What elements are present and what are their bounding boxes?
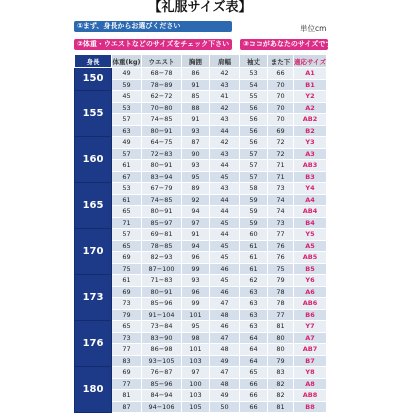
weight-cell: 69 xyxy=(112,252,142,264)
sleeve-cell: 61 xyxy=(240,240,268,252)
height-cell: 150 xyxy=(75,68,112,91)
shoulder-cell: 50 xyxy=(210,401,240,413)
size-cell: A8 xyxy=(294,378,327,390)
chest-cell: 103 xyxy=(182,390,210,402)
shoulder-cell: 43 xyxy=(210,148,240,160)
shoulder-cell: 45 xyxy=(210,252,240,264)
sleeve-cell: 63 xyxy=(240,309,268,321)
sleeve-cell: 63 xyxy=(240,321,268,333)
shoulder-cell: 44 xyxy=(210,125,240,137)
sleeve-cell: 56 xyxy=(240,102,268,114)
chest-cell: 87 xyxy=(182,137,210,149)
waist-cell: 80−91 xyxy=(142,206,182,218)
inseam-cell: 77 xyxy=(268,229,294,241)
chest-cell: 90 xyxy=(182,148,210,160)
inseam-cell: 74 xyxy=(268,206,294,218)
inseam-cell: 70 xyxy=(268,91,294,103)
size-cell: B2 xyxy=(294,125,327,137)
waist-cell: 91−104 xyxy=(142,309,182,321)
chest-cell: 91 xyxy=(182,79,210,91)
chest-cell: 91 xyxy=(182,114,210,126)
sleeve-cell: 55 xyxy=(240,91,268,103)
sleeve-cell: 66 xyxy=(240,390,268,402)
height-cell: 173 xyxy=(75,275,112,321)
table-row xyxy=(75,378,327,390)
size-cell: Y4 xyxy=(294,183,327,195)
weight-cell: 81 xyxy=(112,390,142,402)
table-row xyxy=(75,401,327,413)
chest-cell: 94 xyxy=(182,206,210,218)
sleeve-cell: 57 xyxy=(240,171,268,183)
table-row xyxy=(75,206,327,218)
sleeve-cell: 61 xyxy=(240,263,268,275)
chest-cell: 98 xyxy=(182,332,210,344)
size-cell: A2 xyxy=(294,102,327,114)
table-row xyxy=(75,263,327,275)
weight-cell: 65 xyxy=(112,206,142,218)
table-row xyxy=(75,321,327,333)
weight-cell: 73 xyxy=(112,332,142,344)
table-row xyxy=(75,171,327,183)
sleeve-cell: 56 xyxy=(240,125,268,137)
inseam-cell: 82 xyxy=(268,378,294,390)
weight-cell: 53 xyxy=(112,183,142,195)
table-row xyxy=(75,229,327,241)
sleeve-cell: 64 xyxy=(240,355,268,367)
waist-cell: 80−91 xyxy=(142,125,182,137)
size-cell: A6 xyxy=(294,286,327,298)
weight-cell: 83 xyxy=(112,355,142,367)
size-cell: AB2 xyxy=(294,114,327,126)
header-size: 適応サイズ xyxy=(294,55,327,68)
height-cell: 180 xyxy=(75,367,112,413)
sleeve-cell: 56 xyxy=(240,137,268,149)
weight-cell: 63 xyxy=(112,125,142,137)
chest-cell: 97 xyxy=(182,217,210,229)
size-cell: B1 xyxy=(294,79,327,91)
waist-cell: 71−83 xyxy=(142,275,182,287)
shoulder-cell: 44 xyxy=(210,160,240,172)
waist-cell: 76−87 xyxy=(142,367,182,379)
header-inseam: また下 xyxy=(268,55,294,68)
inseam-cell: 73 xyxy=(268,183,294,195)
sleeve-cell: 61 xyxy=(240,252,268,264)
size-cell: Y3 xyxy=(294,137,327,149)
shoulder-cell: 45 xyxy=(210,171,240,183)
shoulder-cell: 42 xyxy=(210,102,240,114)
table-row xyxy=(75,309,327,321)
shoulder-cell: 43 xyxy=(210,183,240,195)
chest-cell: 93 xyxy=(182,275,210,287)
shoulder-cell: 44 xyxy=(210,194,240,206)
size-cell: Y8 xyxy=(294,367,327,379)
chest-cell: 96 xyxy=(182,252,210,264)
sleeve-cell: 65 xyxy=(240,367,268,379)
shoulder-cell: 45 xyxy=(210,240,240,252)
size-cell: B3 xyxy=(294,171,327,183)
chest-cell: 85 xyxy=(182,91,210,103)
shoulder-cell: 49 xyxy=(210,355,240,367)
chest-cell: 97 xyxy=(182,367,210,379)
chest-cell: 105 xyxy=(182,401,210,413)
chest-cell: 100 xyxy=(182,378,210,390)
chest-cell: 95 xyxy=(182,171,210,183)
waist-cell: 85−97 xyxy=(142,217,182,229)
table-row xyxy=(75,286,327,298)
height-cell: 176 xyxy=(75,321,112,367)
weight-cell: 61 xyxy=(112,275,142,287)
header-height: 身長 xyxy=(75,55,112,68)
header-chest: 胸囲 xyxy=(182,55,210,68)
size-cell: A3 xyxy=(294,148,327,160)
inseam-cell: 80 xyxy=(268,344,294,356)
page-title: 【礼服サイズ表】 xyxy=(148,0,252,15)
chest-cell: 94 xyxy=(182,240,210,252)
waist-cell: 82−93 xyxy=(142,252,182,264)
sleeve-cell: 57 xyxy=(240,160,268,172)
height-cell: 160 xyxy=(75,137,112,183)
inseam-cell: 83 xyxy=(268,367,294,379)
table-row xyxy=(75,298,327,310)
weight-cell: 73 xyxy=(112,298,142,310)
table-row xyxy=(75,332,327,344)
weight-cell: 57 xyxy=(112,148,142,160)
shoulder-cell: 48 xyxy=(210,309,240,321)
inseam-cell: 81 xyxy=(268,401,294,413)
size-cell: B5 xyxy=(294,263,327,275)
table-row xyxy=(75,148,327,160)
weight-cell: 61 xyxy=(112,160,142,172)
shoulder-cell: 47 xyxy=(210,332,240,344)
shoulder-cell: 43 xyxy=(210,79,240,91)
table-row xyxy=(75,137,327,149)
shoulder-cell: 45 xyxy=(210,275,240,287)
shoulder-cell: 48 xyxy=(210,344,240,356)
chest-cell: 103 xyxy=(182,355,210,367)
waist-cell: 80−91 xyxy=(142,160,182,172)
inseam-cell: 69 xyxy=(268,125,294,137)
shoulder-cell: 49 xyxy=(210,390,240,402)
waist-cell: 78−85 xyxy=(142,240,182,252)
shoulder-cell: 46 xyxy=(210,321,240,333)
sleeve-cell: 59 xyxy=(240,194,268,206)
waist-cell: 80−91 xyxy=(142,286,182,298)
table-row xyxy=(75,217,327,229)
height-cell: 170 xyxy=(75,229,112,275)
shoulder-cell: 45 xyxy=(210,217,240,229)
waist-cell: 85−96 xyxy=(142,298,182,310)
chest-cell: 95 xyxy=(182,321,210,333)
weight-cell: 57 xyxy=(112,229,142,241)
size-cell: B4 xyxy=(294,217,327,229)
size-cell: B6 xyxy=(294,309,327,321)
inseam-cell: 81 xyxy=(268,321,294,333)
weight-cell: 49 xyxy=(112,137,142,149)
inseam-cell: 74 xyxy=(268,194,294,206)
weight-cell: 45 xyxy=(112,91,142,103)
waist-cell: 78−89 xyxy=(142,79,182,91)
size-cell: AB5 xyxy=(294,252,327,264)
size-table-container xyxy=(74,54,326,413)
table-row xyxy=(75,240,327,252)
weight-cell: 77 xyxy=(112,344,142,356)
shoulder-cell: 46 xyxy=(210,286,240,298)
inseam-cell: 71 xyxy=(268,160,294,172)
shoulder-cell: 42 xyxy=(210,137,240,149)
inseam-cell: 72 xyxy=(268,137,294,149)
table-row xyxy=(75,125,327,137)
instruction-step-3: ③ココがあなたのサイズです xyxy=(240,39,328,50)
waist-cell: 93−105 xyxy=(142,355,182,367)
table-row xyxy=(75,91,327,103)
waist-cell: 68−78 xyxy=(142,68,182,80)
table-row xyxy=(75,390,327,402)
chest-cell: 93 xyxy=(182,125,210,137)
sleeve-cell: 58 xyxy=(240,183,268,195)
sleeve-cell: 64 xyxy=(240,344,268,356)
size-cell: B7 xyxy=(294,355,327,367)
table-header-row xyxy=(75,55,327,68)
inseam-cell: 80 xyxy=(268,332,294,344)
weight-cell: 65 xyxy=(112,240,142,252)
table-row xyxy=(75,344,327,356)
shoulder-cell: 46 xyxy=(210,263,240,275)
size-cell: Y5 xyxy=(294,229,327,241)
inseam-cell: 73 xyxy=(268,217,294,229)
sleeve-cell: 53 xyxy=(240,68,268,80)
height-cell: 165 xyxy=(75,183,112,229)
inseam-cell: 66 xyxy=(268,68,294,80)
waist-cell: 85−96 xyxy=(142,378,182,390)
waist-cell: 84−94 xyxy=(142,390,182,402)
table-row xyxy=(75,183,327,195)
shoulder-cell: 44 xyxy=(210,229,240,241)
header-waist: ウエスト xyxy=(142,55,182,68)
size-cell: A4 xyxy=(294,194,327,206)
size-cell: AB6 xyxy=(294,298,327,310)
sleeve-cell: 56 xyxy=(240,114,268,126)
waist-cell: 87−100 xyxy=(142,263,182,275)
size-cell: A1 xyxy=(294,68,327,80)
size-cell: AB8 xyxy=(294,390,327,402)
shoulder-cell: 43 xyxy=(210,114,240,126)
table-row xyxy=(75,102,327,114)
inseam-cell: 75 xyxy=(268,263,294,275)
shoulder-cell: 48 xyxy=(210,378,240,390)
waist-cell: 64−75 xyxy=(142,137,182,149)
size-cell: A5 xyxy=(294,240,327,252)
waist-cell: 94−106 xyxy=(142,401,182,413)
size-table xyxy=(74,54,327,413)
weight-cell: 57 xyxy=(112,114,142,126)
inseam-cell: 76 xyxy=(268,240,294,252)
inseam-cell: 77 xyxy=(268,309,294,321)
weight-cell: 71 xyxy=(112,217,142,229)
table-row xyxy=(75,367,327,379)
inseam-cell: 71 xyxy=(268,171,294,183)
size-cell: Y6 xyxy=(294,275,327,287)
chest-cell: 101 xyxy=(182,344,210,356)
table-row xyxy=(75,114,327,126)
weight-cell: 53 xyxy=(112,102,142,114)
size-cell: Y2 xyxy=(294,91,327,103)
chest-cell: 91 xyxy=(182,229,210,241)
sleeve-cell: 66 xyxy=(240,378,268,390)
instruction-step-2: ②体重・ウエストなどのサイズをチェック下さい xyxy=(74,39,232,50)
chest-cell: 93 xyxy=(182,160,210,172)
shoulder-cell: 42 xyxy=(210,68,240,80)
header-sleeve: 袖丈 xyxy=(240,55,268,68)
sleeve-cell: 54 xyxy=(240,79,268,91)
chest-cell: 101 xyxy=(182,309,210,321)
inseam-cell: 78 xyxy=(268,298,294,310)
inseam-cell: 70 xyxy=(268,114,294,126)
waist-cell: 83−90 xyxy=(142,332,182,344)
table-row xyxy=(75,68,327,80)
sleeve-cell: 66 xyxy=(240,401,268,413)
table-row xyxy=(75,355,327,367)
weight-cell: 69 xyxy=(112,286,142,298)
size-cell: AB3 xyxy=(294,160,327,172)
header-weight: 体重(kg) xyxy=(112,55,142,68)
sleeve-cell: 63 xyxy=(240,298,268,310)
instruction-step-1: ①まず、身長からお選びください xyxy=(74,21,232,32)
chest-cell: 96 xyxy=(182,286,210,298)
chest-cell: 88 xyxy=(182,102,210,114)
waist-cell: 74−85 xyxy=(142,114,182,126)
inseam-cell: 79 xyxy=(268,355,294,367)
table-row xyxy=(75,194,327,206)
size-cell: AB7 xyxy=(294,344,327,356)
waist-cell: 73−84 xyxy=(142,321,182,333)
shoulder-cell: 47 xyxy=(210,298,240,310)
weight-cell: 49 xyxy=(112,68,142,80)
table-row xyxy=(75,160,327,172)
waist-cell: 83−94 xyxy=(142,171,182,183)
waist-cell: 72−83 xyxy=(142,148,182,160)
shoulder-cell: 44 xyxy=(210,206,240,218)
chest-cell: 92 xyxy=(182,194,210,206)
inseam-cell: 70 xyxy=(268,79,294,91)
sleeve-cell: 60 xyxy=(240,229,268,241)
waist-cell: 74−85 xyxy=(142,194,182,206)
weight-cell: 79 xyxy=(112,309,142,321)
weight-cell: 67 xyxy=(112,171,142,183)
chest-cell: 99 xyxy=(182,298,210,310)
inseam-cell: 82 xyxy=(268,390,294,402)
sleeve-cell: 64 xyxy=(240,332,268,344)
sleeve-cell: 63 xyxy=(240,286,268,298)
inseam-cell: 70 xyxy=(268,102,294,114)
waist-cell: 70−80 xyxy=(142,102,182,114)
table-row xyxy=(75,79,327,91)
height-cell: 155 xyxy=(75,91,112,137)
size-cell: B8 xyxy=(294,401,327,413)
table-row xyxy=(75,252,327,264)
sleeve-cell: 62 xyxy=(240,275,268,287)
inseam-cell: 72 xyxy=(268,148,294,160)
waist-cell: 62−72 xyxy=(142,91,182,103)
sleeve-cell: 57 xyxy=(240,148,268,160)
weight-cell: 61 xyxy=(112,194,142,206)
table-row xyxy=(75,275,327,287)
sleeve-cell: 59 xyxy=(240,217,268,229)
inseam-cell: 79 xyxy=(268,275,294,287)
size-cell: Y7 xyxy=(294,321,327,333)
weight-cell: 65 xyxy=(112,321,142,333)
unit-label: 単位cm xyxy=(300,24,327,33)
size-cell: AB4 xyxy=(294,206,327,218)
weight-cell: 87 xyxy=(112,401,142,413)
waist-cell: 67−79 xyxy=(142,183,182,195)
weight-cell: 77 xyxy=(112,378,142,390)
table-body xyxy=(75,68,327,413)
waist-cell: 86−98 xyxy=(142,344,182,356)
chest-cell: 99 xyxy=(182,263,210,275)
waist-cell: 69−81 xyxy=(142,229,182,241)
inseam-cell: 76 xyxy=(268,252,294,264)
weight-cell: 59 xyxy=(112,79,142,91)
chest-cell: 89 xyxy=(182,183,210,195)
sleeve-cell: 59 xyxy=(240,206,268,218)
weight-cell: 69 xyxy=(112,367,142,379)
weight-cell: 75 xyxy=(112,263,142,275)
shoulder-cell: 41 xyxy=(210,91,240,103)
size-cell: A7 xyxy=(294,332,327,344)
header-shoulder: 肩幅 xyxy=(210,55,240,68)
shoulder-cell: 47 xyxy=(210,367,240,379)
chest-cell: 86 xyxy=(182,68,210,80)
inseam-cell: 78 xyxy=(268,286,294,298)
